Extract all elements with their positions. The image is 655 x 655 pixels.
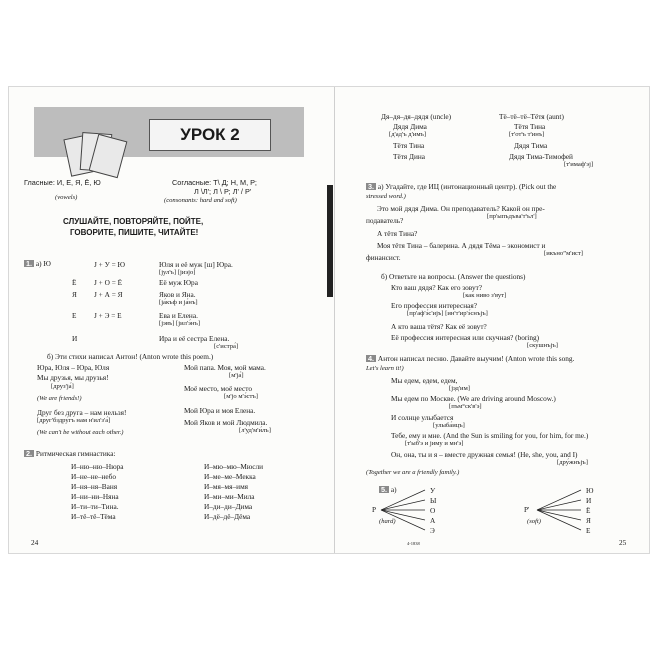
soft-vowels <box>586 486 594 536</box>
poem-line3: (We are friends!) <box>37 395 82 402</box>
exercise-number: 4. <box>368 354 375 363</box>
question-1: Кто ваш дядя? Как его зовут? <box>391 283 483 292</box>
uncle-tima: Дядя Тима <box>514 141 548 150</box>
dialog-line4: Моя тётя Тина – балерина. А дядя Тёма – экономист и <box>377 241 546 250</box>
letter-je: Е <box>72 311 77 320</box>
gym-line: И–ди–ди–Дима <box>204 502 253 511</box>
dialog-line1: Это мой дядя Дима. Он преподаватель? Какой он пре- <box>377 204 545 213</box>
rule-jo: Ј + О = Ё <box>94 278 123 287</box>
soft-vowel: И <box>586 496 592 505</box>
binding-strip <box>327 185 333 297</box>
exercise-3-a: а) Угадайте, где ИЦ (интонационный центр). (Pick out the <box>377 182 557 191</box>
printer-signature: 4-1838 <box>407 541 420 546</box>
song-line3-transcription: [улыба́ицъ] <box>433 422 465 429</box>
song-line4: Тебе, ему и мне. (And the Sun is smiling for you, for him, for me.) <box>391 431 589 440</box>
gymnastics-left <box>71 462 124 522</box>
exercise-3-b: б) Ответьте на вопросы. (Answer the questions) <box>381 272 526 281</box>
exercise-4-line1: Антон написал песню. Давайте выучим! (Anton wrote this song. <box>377 354 575 363</box>
question-1-transcription: [как ниво з'вут] <box>463 292 507 299</box>
question-4-transcription: [ску́шнъjъ] <box>527 342 558 349</box>
hard-vowel: Э <box>430 526 435 535</box>
poem-right2-transcription: [м'јо м'э́стъ] <box>224 393 258 400</box>
gym-line: И–ти–ти–Тина. <box>71 502 119 511</box>
song-line1: Мы едем, едем, едем, <box>391 376 458 385</box>
alphabet-cards-image <box>65 131 123 175</box>
question-2-transcription: [пр'аф'э́с'иjъ] [ин'т'ир'э́снъjъ] <box>407 310 488 317</box>
soft-vowel: Е <box>586 526 591 535</box>
aunt-line: Тё–тё–тё–Тётя (aunt) <box>499 112 564 121</box>
soft-fan-lines <box>535 485 585 537</box>
gym-line: И–ня–ня–Ваня <box>71 482 118 491</box>
uncle-tima-timofey: Дядя Тима-Тимофей <box>509 152 573 161</box>
lesson-title: УРОК 2 <box>149 119 271 151</box>
gym-line: И–ми–ми–Мила <box>204 492 255 501</box>
song-line2: Мы едем по Москве. (We are driving around Moscow.) <box>391 394 556 403</box>
page-number-left: 24 <box>31 538 39 547</box>
transcription-ju: [јул'ъ] [јиэјо] <box>159 269 196 276</box>
exercise-5-a: а) <box>390 485 397 494</box>
page-number-right: 25 <box>619 538 627 547</box>
rule-ju: Ј + У = Ю <box>94 260 126 269</box>
hard-fan-lines <box>379 485 429 537</box>
example-je: Ева и Елена. <box>159 311 198 320</box>
aunt-dina: Тётя Дина <box>393 152 425 161</box>
soft-label: (soft) <box>527 518 541 525</box>
dialog-line1-transcription: [пр'ыпъдъвa'т'ъл'] <box>487 213 537 220</box>
exercise-4-label <box>366 355 574 362</box>
transcription-i: [с'истра́] <box>214 343 239 350</box>
gym-line: И–ни–ни–Няна <box>71 492 119 501</box>
question-4: Её профессия интересная или скучная? (boring) <box>391 333 540 342</box>
song-line2-transcription: [пъм°ск'в'э] <box>449 403 482 410</box>
soft-vowel: Я <box>586 516 591 525</box>
exercise-number: 5. <box>381 485 388 494</box>
gym-line: И–мю–мю–Мюсли <box>204 462 264 471</box>
song-line5: Он, она, ты и я – вместе дружная семья! (He, she, you, and I) <box>391 450 578 459</box>
aunt-tina-2: Тётя Тина <box>514 122 546 131</box>
poem-right1: Мой папа. Моя, мой мама. <box>184 363 266 372</box>
dialog-line3: А тётя Тина? <box>377 229 418 238</box>
song-line4-transcription: [т'ыб'э и jиму и мн'э] <box>405 440 464 447</box>
hard-vowel: Ы <box>430 496 437 505</box>
soft-vowel: Ё <box>586 506 591 515</box>
question-2: Его профессия интересная? <box>391 301 477 310</box>
dialog-line2: подаватель? <box>366 216 404 225</box>
vowels-line: Гласные: И, Е, Я, Ё, Ю <box>24 178 101 187</box>
hard-vowels <box>430 486 436 536</box>
gym-line: И–не–не–небо <box>71 472 117 481</box>
exercise-1-a: а) Ю <box>35 259 51 268</box>
hard-vowel: У <box>430 486 436 495</box>
poem-right1-transcription: [м'ја́] <box>229 372 244 379</box>
example-i: Ира и её сестра Елена. <box>159 334 230 343</box>
soft-vowel: Ю <box>586 486 594 495</box>
exercise-4-line2: Let's learn it!) <box>366 365 404 372</box>
exercise-3-a2: stressed word.) <box>366 193 406 200</box>
poem-line2-transcription: [друз'ја́] <box>51 383 74 390</box>
dialog-line4-transcription: [икъноˮм'ист] <box>544 250 583 257</box>
poem-right2: Моё место, моё место <box>184 384 253 393</box>
book-spread <box>8 86 650 554</box>
poem-right4: Мой Яков и мой Людмила. <box>184 418 268 427</box>
letter-i: И <box>72 334 78 343</box>
poem-right4-transcription: [л'уд'м'и́лъ] <box>239 427 271 434</box>
gym-line: И–тё–тё–Тёма <box>71 512 116 521</box>
exercise-2-title: Ритмическая гимнастика: <box>35 449 116 458</box>
example-jo: Её муж Юра <box>159 278 198 287</box>
letter-jo: Ё <box>72 278 77 287</box>
timofey-transcription: [т'имаф'эј] <box>564 161 594 168</box>
poem-line5: (We can't be without each other.) <box>37 429 124 436</box>
gym-line: И–мя–мя–имя <box>204 482 249 491</box>
exercise-number: 3. <box>368 182 375 191</box>
uncle-dima-transcription: [д'ад'ъ д'имъ] <box>389 131 427 138</box>
vowels-en: (vowels) <box>55 194 78 201</box>
heading-line1: СЛУШАЙТЕ, ПОВТОРЯЙТЕ, ПОЙТЕ, <box>63 217 204 226</box>
letter-ja: Я <box>72 290 77 299</box>
song-line6: (Together we are a friendly family.) <box>366 469 460 476</box>
hard-label: (hard) <box>379 518 396 525</box>
hard-vowel: А <box>430 516 436 525</box>
poem-line1: Юра, Юля – Юра, Юля <box>37 363 110 372</box>
dialog-line5: финансист. <box>366 253 401 262</box>
gymnastics-right <box>204 462 263 522</box>
uncle-line <box>381 113 451 120</box>
consonants-en: (consonants: hard and soft) <box>164 197 237 204</box>
poem-line4: Друг без друга – нам нельзя! <box>37 408 127 417</box>
rule-ja: Ј + А = Я <box>94 290 123 299</box>
poem-line4-transcription: [друг'бздру́гъ нам н'ил'з'а́] <box>37 417 111 424</box>
gym-line: И–дё–дё–Дёма <box>204 512 251 521</box>
exercise-1-label <box>24 260 51 267</box>
poem-line2: Мы друзья, мы друзья! <box>37 373 109 382</box>
consonants-line1: Согласные: Т\ Д; Н, М, Р; <box>172 178 257 187</box>
example-ja: Яков и Яна. <box>159 290 196 299</box>
aunt-tina: Тётя Тина <box>393 141 425 150</box>
aunt-tina-transcription: [т'от'ъ т'инъ] <box>509 131 545 138</box>
soft-r-head: Р' <box>524 505 530 514</box>
exercise-2-label <box>24 450 115 457</box>
uncle-text: Дя–дя–дя–дядя (uncle) <box>381 112 452 121</box>
consonants-line2: Л \Л'; Л \ Р; Л' / Р' <box>194 187 252 196</box>
transcription-ja: [ја́къф и ја́нъ] <box>159 299 198 306</box>
exercise-1-b: б) Эти стихи написал Антон! (Anton wrote this poem.) <box>47 352 214 361</box>
uncle-dima: Дядя Дима <box>393 122 427 131</box>
question-3: А кто ваша тётя? Как её зовут? <box>391 322 487 331</box>
transcription-je: [јэвъ] [јил'э́нъ] <box>159 320 201 327</box>
poem-right3: Мой Юра и моя Елена. <box>184 406 256 415</box>
page-gutter <box>334 87 335 553</box>
song-line3: И солнце улыбается <box>391 413 454 422</box>
gym-line: И–ме–ме–Мекка <box>204 472 256 481</box>
song-line1-transcription: [jэд'им] <box>449 385 470 392</box>
exercise-3-label <box>366 183 556 190</box>
rule-je: Ј + Э = Е <box>94 311 122 320</box>
song-line5-transcription: [дру́жнъjъ] <box>557 459 588 466</box>
hard-r-head: Р <box>372 505 377 514</box>
heading-line2: ГОВОРИТЕ, ПИШИТЕ, ЧИТАЙТЕ! <box>70 228 199 237</box>
hard-vowel: О <box>430 506 436 515</box>
exercise-number: 1. <box>26 259 33 268</box>
gym-line: И–ню–ню–Нюра <box>71 462 124 471</box>
exercise-number: 2. <box>26 449 33 458</box>
example-ju: Юля и её муж [ш] Юра. <box>159 260 233 269</box>
